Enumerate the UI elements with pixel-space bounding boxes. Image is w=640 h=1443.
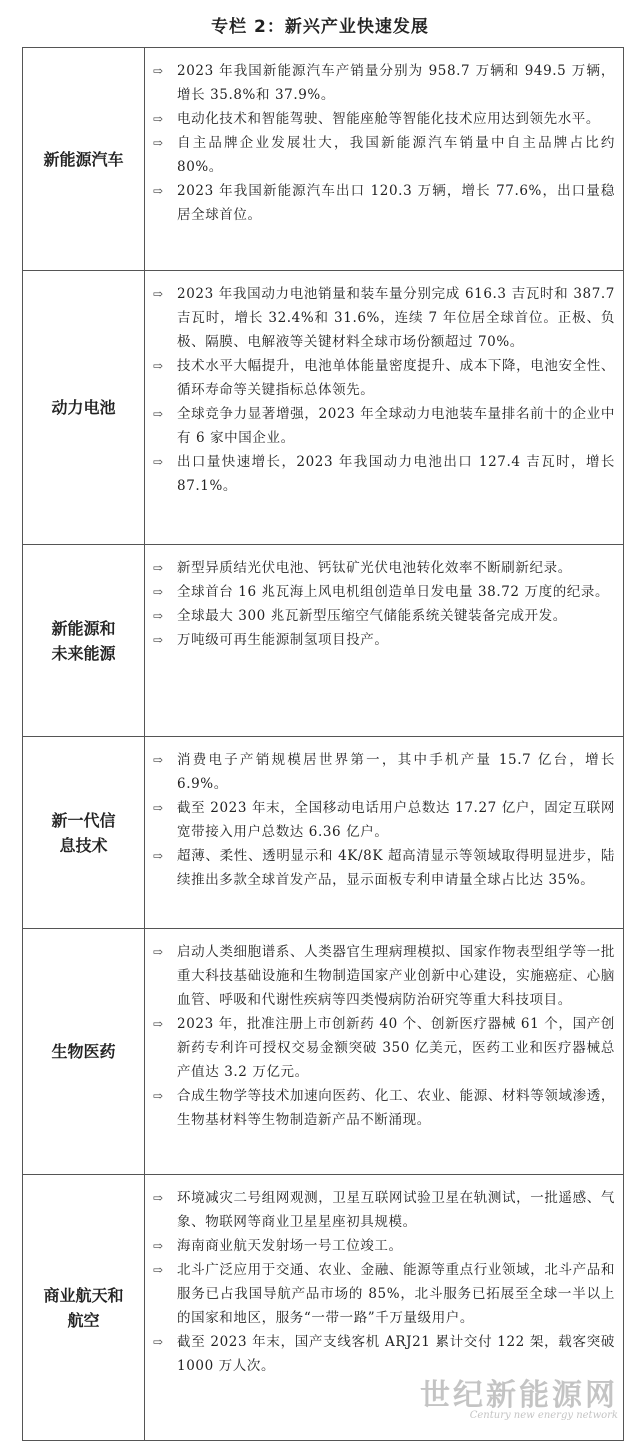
category-cell: 新一代信息技术	[23, 737, 145, 928]
table-row	[23, 270, 623, 544]
list-item: ⇨ 截至 2023 年末，国产支线客机 ARJ21 累计交付 122 架，载客突破 1000 万人次。	[153, 1330, 615, 1378]
list-item: ⇨ 技术水平大幅提升，电池单体能量密度提升、成本下降，电池安全性、循环寿命等关键指标总体领先。	[153, 354, 615, 402]
watermark-en: Century new energy network	[469, 1410, 618, 1421]
arrow-outline-right-icon: ⇨	[153, 455, 164, 469]
table-row	[23, 736, 623, 928]
list-item: ⇨ 北斗广泛应用于交通、农业、金融、能源等重点行业领域，北斗产品和服务已占我国导航产品市场的 85%，北斗服务已拓展至全球一半以上的国家和地区，服务“一带一路”千万量级用户。	[153, 1258, 615, 1330]
arrow-outline-right-icon: ⇨	[153, 1263, 164, 1277]
list-item: ⇨ 2023 年我国新能源汽车产销量分别为 958.7 万辆和 949.5 万辆，增长 35.8%和 37.9%。	[153, 59, 615, 107]
arrow-outline-right-icon: ⇨	[153, 136, 164, 150]
list-item: ⇨ 新型异质结光伏电池、钙钛矿光伏电池转化效率不断刷新纪录。	[153, 556, 615, 580]
arrow-outline-right-icon: ⇨	[153, 1017, 164, 1031]
arrow-outline-right-icon: ⇨	[153, 609, 164, 623]
watermark	[420, 1370, 618, 1421]
arrow-outline-right-icon: ⇨	[153, 64, 164, 78]
arrow-outline-right-icon: ⇨	[153, 407, 164, 421]
arrow-outline-right-icon: ⇨	[153, 1191, 164, 1205]
arrow-outline-right-icon: ⇨	[153, 633, 164, 647]
list-item: ⇨ 消费电子产销规模居世界第一，其中手机产量 15.7 亿台，增长 6.9%。	[153, 748, 615, 796]
list-item: ⇨ 合成生物学等技术加速向医药、化工、农业、能源、材料等领域渗透，生物基材料等生物制造新产品不断涌现。	[153, 1084, 615, 1132]
arrow-outline-right-icon: ⇨	[153, 561, 164, 575]
table-row	[23, 544, 623, 736]
arrow-outline-right-icon: ⇨	[153, 1239, 164, 1253]
list-item: ⇨ 截至 2023 年末，全国移动电话用户总数达 17.27 亿户，固定互联网宽带接入用户总数达 6.36 亿户。	[153, 796, 615, 844]
list-item: ⇨ 全球首台 16 兆瓦海上风电机组创造单日发电量 38.72 万度的纪录。	[153, 580, 615, 604]
list-item: ⇨ 超薄、柔性、透明显示和 4K/8K 超高清显示等领域取得明显进步，陆续推出多款全球首发产品，显示面板专利申请量全球占比达 35%。	[153, 844, 615, 892]
arrow-outline-right-icon: ⇨	[153, 1089, 164, 1103]
list-item: ⇨ 海南商业航天发射场一号工位竣工。	[153, 1234, 615, 1258]
table-row	[23, 928, 623, 1174]
list-item: ⇨ 全球竞争力显著增强，2023 年全球动力电池装车量排名前十的企业中有 6 家中国企业。	[153, 402, 615, 450]
list-item: ⇨ 2023 年我国动力电池销量和装车量分别完成 616.3 吉瓦时和 387.7 吉瓦时，增长 32.4%和 31.6%，连续 7 年位居全球首位。正极、负极、隔膜、电解液等关键材料全球市场份额超过 70%。	[153, 282, 615, 354]
arrow-outline-right-icon: ⇨	[153, 945, 164, 959]
category-cell: 动力电池	[23, 271, 145, 544]
arrow-outline-right-icon: ⇨	[153, 287, 164, 301]
list-item: ⇨ 万吨级可再生能源制氢项目投产。	[153, 628, 615, 652]
category-cell: 商业航天和航空	[23, 1175, 145, 1440]
list-item: ⇨ 电动化技术和智能驾驶、智能座舱等智能化技术应用达到领先水平。	[153, 107, 615, 131]
list-item: ⇨ 2023 年，批准注册上市创新药 40 个、创新医疗器械 61 个，国产创新药专利许可授权交易金额突破 350 亿美元，医药工业和医疗器械总产值达 3.2 万亿元。	[153, 1012, 615, 1084]
arrow-outline-right-icon: ⇨	[153, 184, 164, 198]
category-cell: 生物医药	[23, 929, 145, 1174]
list-item: ⇨ 自主品牌企业发展壮大，我国新能源汽车销量中自主品牌占比约 80%。	[153, 131, 615, 179]
arrow-outline-right-icon: ⇨	[153, 112, 164, 126]
industry-table	[22, 47, 624, 1441]
arrow-outline-right-icon: ⇨	[153, 1335, 164, 1349]
arrow-outline-right-icon: ⇨	[153, 849, 164, 863]
arrow-outline-right-icon: ⇨	[153, 753, 164, 767]
table-row	[23, 48, 623, 270]
list-item: ⇨ 出口量快速增长，2023 年我国动力电池出口 127.4 吉瓦时，增长 87.1%。	[153, 450, 615, 498]
watermark-cn: 世纪新能源网	[420, 1378, 618, 1413]
list-item: ⇨ 启动人类细胞谱系、人类器官生理病理模拟、国家作物表型组学等一批重大科技基础设施和生物制造国家产业创新中心建设，实施癌症、心脑血管、呼吸和代谢性疾病等四类慢病防治研究等重大科技项目。	[153, 940, 615, 1012]
arrow-outline-right-icon: ⇨	[153, 801, 164, 815]
arrow-outline-right-icon: ⇨	[153, 585, 164, 599]
list-item: ⇨ 全球最大 300 兆瓦新型压缩空气储能系统关键装备完成开发。	[153, 604, 615, 628]
list-item: ⇨ 2023 年我国新能源汽车出口 120.3 万辆，增长 77.6%，出口量稳居全球首位。	[153, 179, 615, 227]
page-title: 专栏 2：新兴产业快速发展	[211, 17, 429, 37]
category-cell: 新能源汽车	[23, 48, 145, 270]
list-item: ⇨ 环境减灾二号组网观测，卫星互联网试验卫星在轨测试，一批遥感、气象、物联网等商业卫星星座初具规模。	[153, 1186, 615, 1234]
arrow-outline-right-icon: ⇨	[153, 359, 164, 373]
category-cell: 新能源和未来能源	[23, 545, 145, 736]
